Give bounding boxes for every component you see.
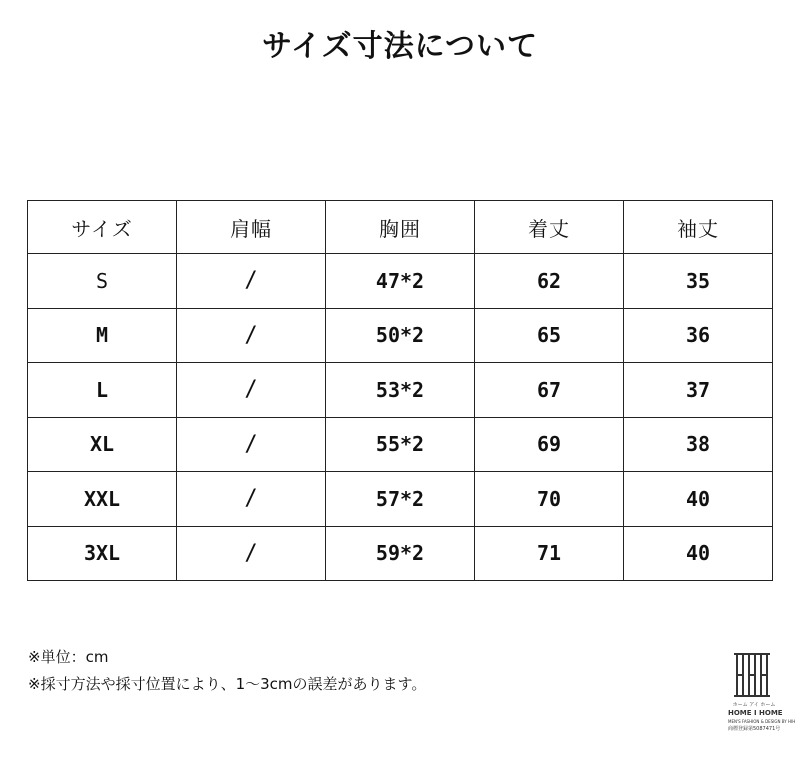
cell-length: 69 bbox=[475, 417, 624, 472]
table-row bbox=[28, 254, 773, 309]
cell-shoulder: / bbox=[177, 254, 326, 309]
table-header-row bbox=[28, 201, 773, 254]
header-size: サイズ bbox=[28, 201, 177, 254]
cell-shoulder: / bbox=[177, 417, 326, 472]
note-unit: ※単位：cm bbox=[28, 648, 109, 666]
cell-shoulder: / bbox=[177, 526, 326, 581]
note-measurement-error: ※採寸方法や採寸位置により、1～3cmの誤差があります。 bbox=[28, 675, 427, 693]
table-row bbox=[28, 526, 773, 581]
brand-logo bbox=[728, 650, 796, 742]
cell-sleeve: 37 bbox=[624, 363, 773, 418]
cell-chest: 53*2 bbox=[326, 363, 475, 418]
cell-size: M bbox=[28, 308, 177, 363]
page-title: サイズ寸法について bbox=[262, 29, 538, 64]
cell-size: L bbox=[28, 363, 177, 418]
table-row bbox=[28, 472, 773, 527]
cell-size: S bbox=[28, 254, 177, 309]
notes bbox=[28, 644, 426, 698]
cell-length: 62 bbox=[475, 254, 624, 309]
cell-length: 71 bbox=[475, 526, 624, 581]
logo-name: HOME I HOME bbox=[728, 709, 783, 717]
cell-sleeve: 40 bbox=[624, 526, 773, 581]
cell-sleeve: 40 bbox=[624, 472, 773, 527]
cell-size: 3XL bbox=[28, 526, 177, 581]
size-table bbox=[27, 200, 773, 581]
cell-length: 67 bbox=[475, 363, 624, 418]
table-row bbox=[28, 417, 773, 472]
cell-size: XL bbox=[28, 417, 177, 472]
header-shoulder-width: 肩幅 bbox=[177, 201, 326, 254]
cell-chest: 50*2 bbox=[326, 308, 475, 363]
cell-shoulder: / bbox=[177, 472, 326, 527]
table-row bbox=[28, 308, 773, 363]
table-row bbox=[28, 363, 773, 418]
cell-length: 70 bbox=[475, 472, 624, 527]
cell-shoulder: / bbox=[177, 363, 326, 418]
logo-tagline: MEN'S FASHION & DESIGN BY HIH bbox=[728, 719, 796, 724]
cell-sleeve: 36 bbox=[624, 308, 773, 363]
header-sleeve-length: 袖丈 bbox=[624, 201, 773, 254]
cell-length: 65 bbox=[475, 308, 624, 363]
logo-registration: 商標登録第5087471号 bbox=[728, 726, 781, 732]
cell-sleeve: 35 bbox=[624, 254, 773, 309]
cell-chest: 59*2 bbox=[326, 526, 475, 581]
hih-monogram-icon bbox=[728, 650, 780, 702]
cell-shoulder: / bbox=[177, 308, 326, 363]
cell-chest: 57*2 bbox=[326, 472, 475, 527]
header-body-length: 着丈 bbox=[475, 201, 624, 254]
cell-sleeve: 38 bbox=[624, 417, 773, 472]
header-chest: 胸囲 bbox=[326, 201, 475, 254]
cell-size: XXL bbox=[28, 472, 177, 527]
logo-kana: ホーム アイ ホーム bbox=[732, 702, 776, 708]
cell-chest: 55*2 bbox=[326, 417, 475, 472]
cell-chest: 47*2 bbox=[326, 254, 475, 309]
